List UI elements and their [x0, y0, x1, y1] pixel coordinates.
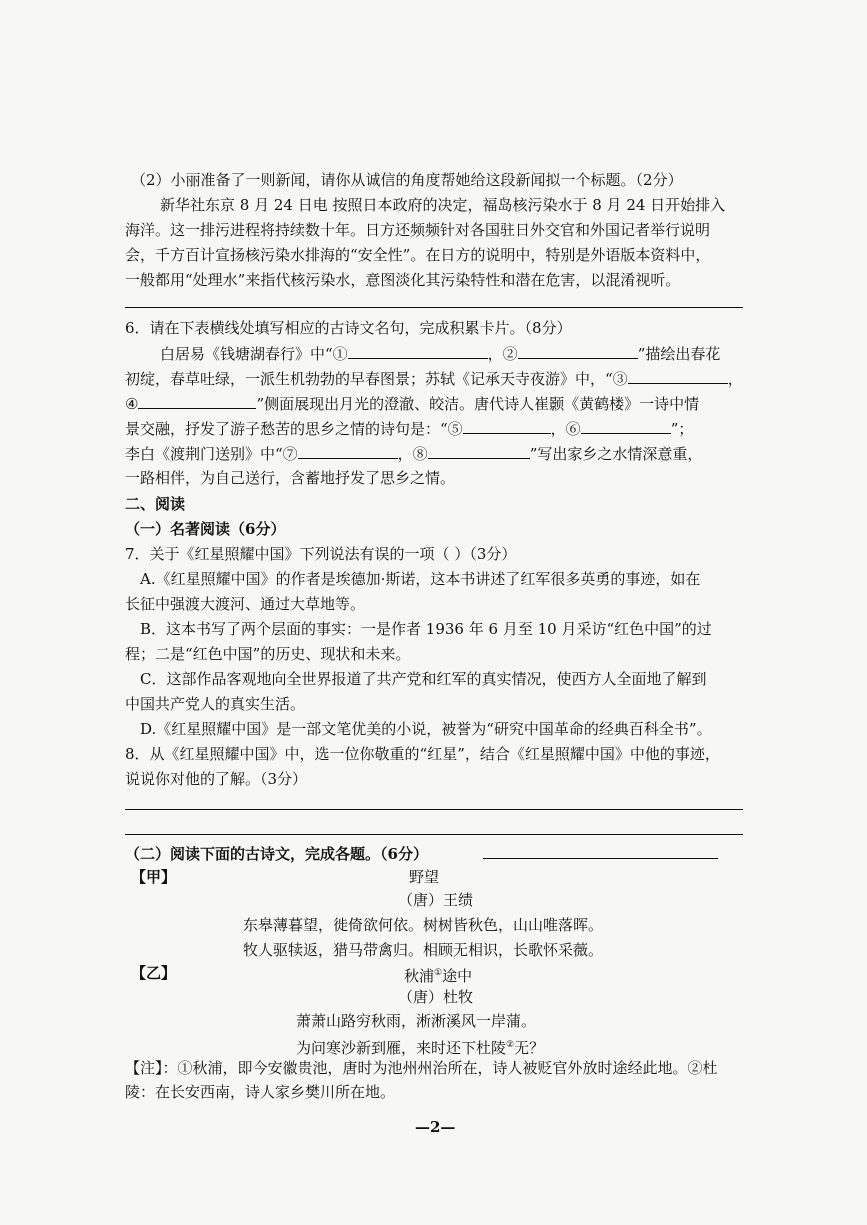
q7-option: 长征中强渡大渡河、通过大草地等。 — [125, 595, 366, 613]
blank-4[interactable] — [138, 393, 256, 409]
blank-3[interactable] — [628, 368, 728, 384]
q6-text: ”侧面展现出月光的澄澈、皎洁。唐代诗人崔颢《黄鹤楼》一诗中情 — [256, 395, 700, 413]
answer-line[interactable] — [483, 858, 718, 859]
q6-text: ，② — [487, 345, 518, 363]
blank-5[interactable] — [463, 418, 551, 434]
q6-text: ④ — [125, 395, 139, 413]
poem-title — [404, 963, 472, 986]
section-heading: 二、阅读 — [125, 495, 186, 513]
q6-text: ， — [727, 370, 743, 388]
q7-option[interactable]: A.《红星照耀中国》的作者是埃德加·斯诺，这本书讲述了红军很多英勇的事迹，如在 — [140, 570, 701, 588]
q8-stem: 8．从《红星照耀中国》中，选一位你敬重的“红星”，结合《红星照耀中国》中他的事迹， — [125, 745, 720, 763]
footnote-mark: ② — [506, 1040, 515, 1050]
q6-line — [125, 443, 702, 464]
poem-title-text: 途中 — [442, 967, 473, 985]
poem-author: （唐）王绩 — [398, 891, 474, 909]
blank-6[interactable] — [581, 418, 671, 434]
q6-title: 6．请在下表横线处填写相应的古诗文名句，完成积累卡片。（8分） — [125, 319, 572, 337]
q7-stem: 7．关于《红星照耀中国》下列说法有误的一项（ ）（3分） — [125, 545, 517, 563]
q6-line: 一路相伴，为自己送行，含蓄地抒发了思乡之情。 — [125, 469, 456, 487]
q6-line — [125, 393, 699, 414]
poem-title-text: 秋浦 — [404, 967, 435, 985]
news-line: 海洋。这一排污进程将持续数十年。日方还频频针对各国驻日外交官和外国记者举行说明 — [125, 221, 711, 239]
subsection-heading: （二）阅读下面的古诗文，完成各题。（6分） — [125, 845, 428, 863]
q6-line — [125, 418, 693, 439]
q6-text: 景交融，抒发了游子愁苦的思乡之情的诗句是：“⑤ — [125, 420, 463, 438]
poem-line — [296, 1035, 544, 1058]
q7-option[interactable]: C．这部作品客观地向全世界报道了共产党和红军的真实情况，使西方人全面地了解到 — [140, 670, 707, 688]
poem-line: 萧萧山路穷秋雨，淅淅溪风一岸蒲。 — [296, 1012, 537, 1030]
blank-8[interactable] — [428, 443, 530, 459]
poem-tag: 【乙】 — [131, 964, 177, 982]
poem-line-text: 无？ — [514, 1039, 545, 1057]
q6-text: ”写出家乡之水情深意重， — [529, 445, 703, 463]
news-line: 一般都用“处理水”来指代核污染水，意图淡化其污染特性和潜在危害，以混淆视听。 — [125, 271, 681, 289]
q7-option[interactable]: B．这本书写了两个层面的事实：一是作者 1936 年 6 月至 10 月采访“红色中国”的过 — [140, 620, 712, 638]
poem-tag: 【甲】 — [131, 868, 177, 886]
news-line: 新华社东京 8 月 24 日电 按照日本政府的决定，福岛核污染水于 8 月 24 日开始排入 — [160, 196, 726, 214]
q6-line — [160, 343, 720, 364]
q8-stem: 说说你对他的了解。（3分） — [125, 770, 308, 788]
news-line: 会，千方百计宣扬核污染水排海的“安全性”。在日方的说明中，特别是外语版本资料中， — [125, 246, 711, 264]
note-line: 陵：在长安西南，诗人家乡樊川所在地。 — [125, 1083, 396, 1101]
poem-line: 牧人驱犊返，猎马带禽归。相顾无相识，长歌怀采薇。 — [243, 941, 604, 959]
poem-title: 野望 — [409, 868, 440, 886]
q6-text: ，⑥ — [550, 420, 581, 438]
q7-option[interactable]: D.《红星照耀中国》是一部文笔优美的小说，被誉为“研究中国革命的经典百科全书”。 — [140, 720, 712, 738]
poem-author: （唐）杜牧 — [398, 988, 474, 1006]
answer-line[interactable] — [125, 809, 743, 810]
note-line: 【注】：①秋浦，即今安徽贵池，唐时为池州州治所在，诗人被贬官外放时途经此地。②杜 — [125, 1059, 718, 1077]
q7-option: 中国共产党人的真实生活。 — [125, 695, 306, 713]
q5-2-prompt: （2）小丽准备了一则新闻，请你从诚信的角度帮她给这段新闻拟一个标题。（2分） — [131, 171, 683, 189]
q6-text: 初绽，春草吐绿，一派生机勃勃的早春图景；苏轼《记承天寺夜游》中，“③ — [125, 370, 628, 388]
answer-line[interactable] — [125, 307, 743, 308]
blank-2[interactable] — [518, 343, 638, 359]
q6-text: ”； — [670, 420, 694, 438]
answer-line[interactable] — [125, 834, 743, 835]
q6-text: ”描绘出春花 — [637, 345, 721, 363]
page-number: —2— — [415, 1118, 456, 1136]
blank-1[interactable] — [348, 343, 488, 359]
blank-7[interactable] — [298, 443, 398, 459]
poem-line-text: 为问寒沙新到雁，来时还下杜陵 — [296, 1039, 507, 1057]
q6-text: ，⑧ — [397, 445, 428, 463]
footnote-mark: ① — [434, 968, 443, 978]
q6-text: 白居易《钱塘湖春行》中“① — [160, 345, 348, 363]
subsection-heading: （一）名著阅读（6分） — [125, 520, 286, 538]
q7-option: 程；二是“红色中国”的历史、现状和未来。 — [125, 645, 411, 663]
poem-line: 东皋薄暮望，徙倚欲何依。树树皆秋色，山山唯落晖。 — [243, 916, 604, 934]
q6-text: 李白《渡荆门送别》中“⑦ — [125, 445, 298, 463]
q6-line — [125, 368, 743, 389]
